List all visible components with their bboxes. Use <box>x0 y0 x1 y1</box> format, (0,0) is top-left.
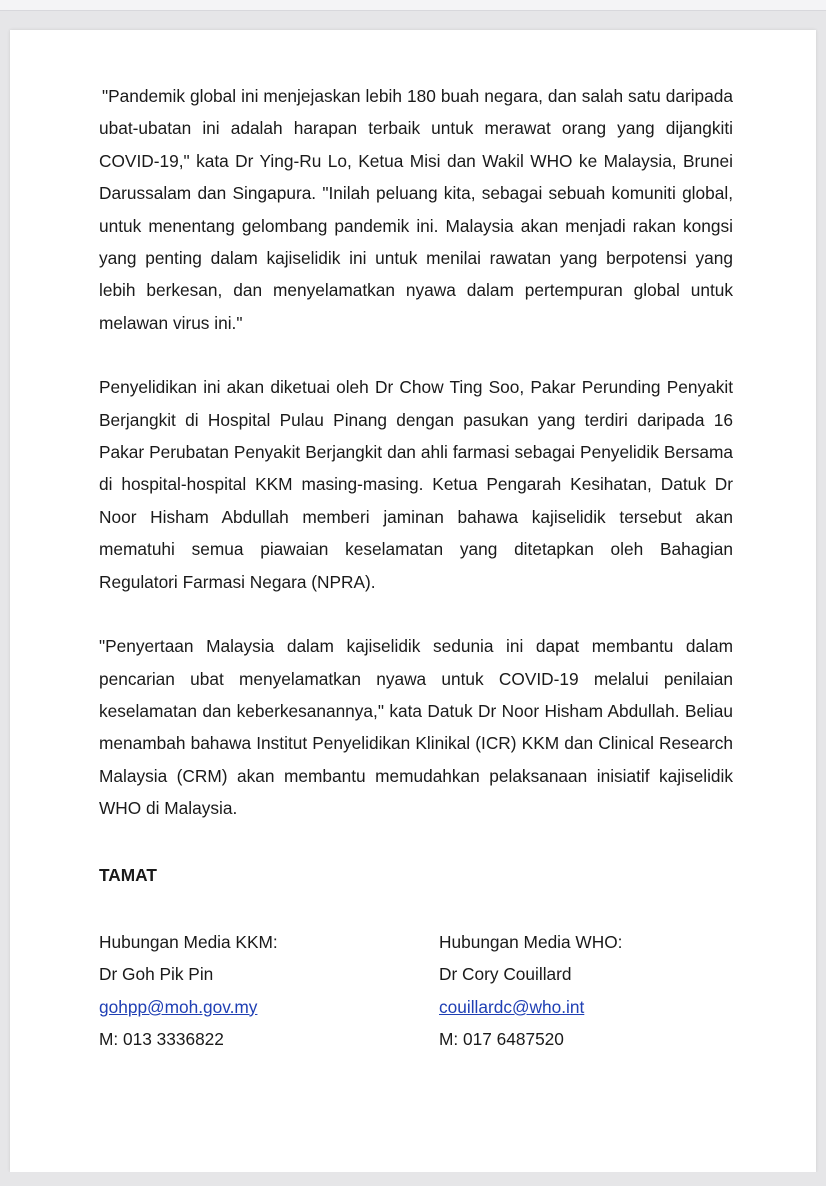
paragraph-quote-kkm: "Penyertaan Malaysia dalam kajiselidik sedunia ini dapat membantu dalam pencarian ubat menyelamatkan nyawa untuk COVID-19 melalui penilaian keselamatan dan keberkesanannya," kata Datuk Dr Noor Hisham Abdullah. Beliau menambah bahawa Institut Penyelidikan Klinikal (ICR) KKM dan Clinical Research Malaysia (CRM) akan membantu memudahkan pelaksanaan inisiatif kajiselidik WHO di Malaysia. <box>99 636 733 819</box>
contact-who-heading: Hubungan Media WHO: <box>439 932 623 952</box>
contact-who-email-link[interactable]: couillardc@who.int <box>439 996 585 1017</box>
media-contacts <box>99 926 739 1056</box>
paragraph-quote-who: "Pandemik global ini menjejaskan lebih 180 buah negara, dan salah satu daripada ubat-ubatan ini adalah harapan terbaik untuk merawat orang yang dijangkiti COVID-19," kata Dr Ying-Ru Lo, Ketua Misi dan Wakil WHO ke Malaysia, Brunei Darussalam dan Singapura. "Inilah peluang kita, sebagai sebuah komuniti global, untuk menentang gelombang pandemik ini. Malaysia akan menjadi rakan kongsi yang penting dalam kajiselidik ini untuk menilai rawatan yang berpotensi yang lebih berkesan, dan menyelamatkan nyawa dalam pertempuran global untuk melawan virus ini." <box>99 86 733 333</box>
contact-who-phone: M: 017 6487520 <box>439 1029 564 1050</box>
end-mark: TAMAT <box>99 864 157 885</box>
paragraph-research-lead: Penyelidikan ini akan diketuai oleh Dr Chow Ting Soo, Pakar Perunding Penyakit Berjangkit di Hospital Pulau Pinang dengan pasukan yang terdiri daripada 16 Pakar Perubatan Penyakit Berjangkit dan ahli farmasi sebagai Penyelidik Bersama di hospital-hospital KKM masing-masing. Ketua Pengarah Kesihatan, Datuk Dr Noor Hisham Abdullah memberi jaminan bahawa kajiselidik tersebut akan mematuhi semua piawaian keselamatan yang ditetapkan oleh Bahagian Regulatori Farmasi Negara (NPRA). <box>99 377 733 592</box>
contact-kkm-name: Dr Goh Pik Pin <box>99 964 214 985</box>
contact-kkm-email-link[interactable]: gohpp@moh.gov.my <box>99 996 258 1017</box>
contact-kkm-heading: Hubungan Media KKM: <box>99 932 278 952</box>
viewer-top-bar <box>0 0 826 11</box>
viewer-bottom-bar <box>0 1172 826 1186</box>
contact-kkm-phone: M: 013 3336822 <box>99 1029 224 1050</box>
document-body <box>99 80 733 891</box>
contact-who-name: Dr Cory Couillard <box>439 964 572 985</box>
contact-who <box>439 926 739 1056</box>
contact-kkm <box>99 926 439 1056</box>
